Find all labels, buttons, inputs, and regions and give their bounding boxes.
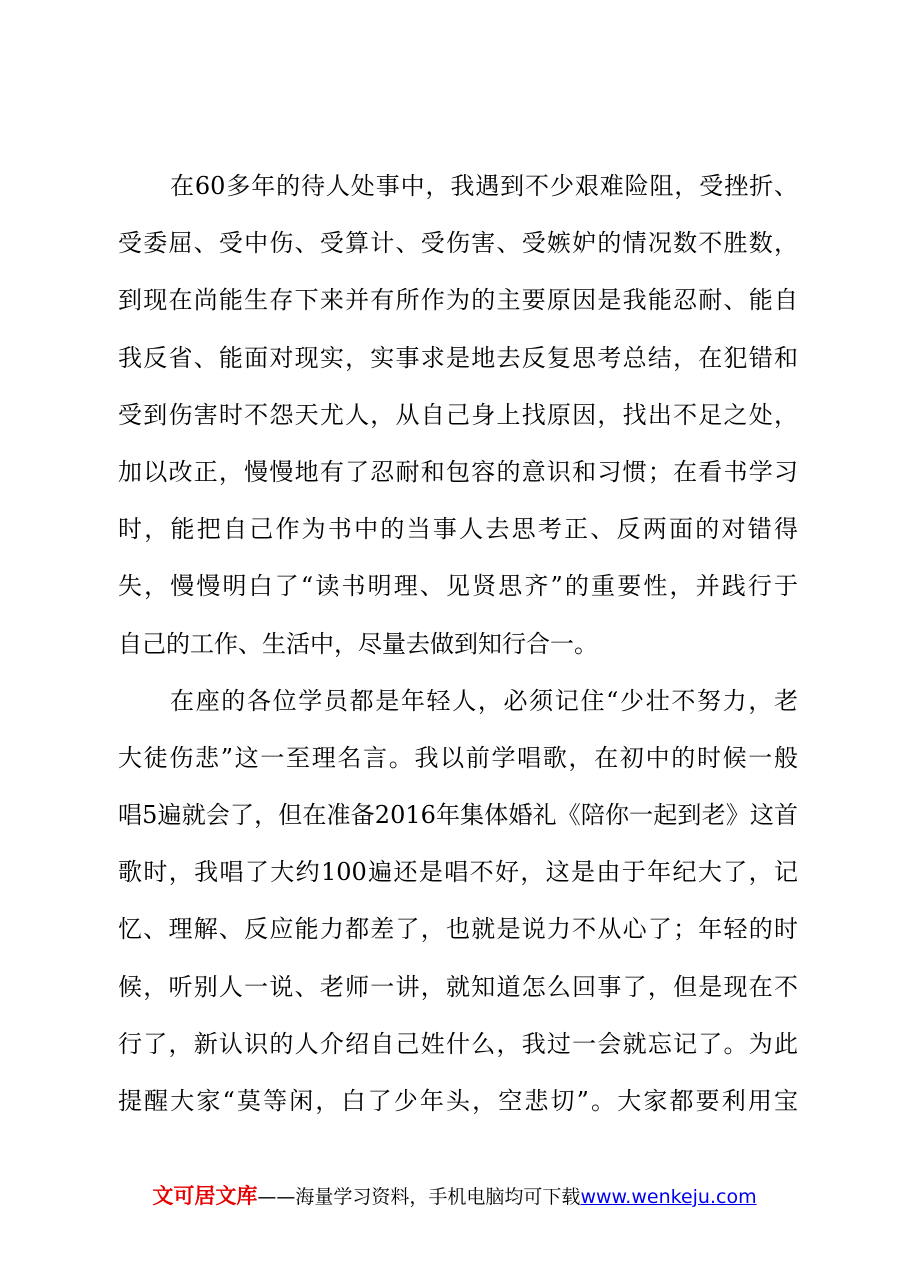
paragraph-1-line-1: 在60多年的待人处事中，我遇到不少艰难险阻，受挫折、: [170, 172, 798, 200]
paragraph-1-line-5: 受到伤害时不怨天尤人，从自己身上找原因，找出不足之处，: [118, 400, 798, 429]
paragraph-2-line-8: 提醒大家“莫等闲，白了少年头，空悲切”。大家都要利用宝: [118, 1087, 798, 1115]
document-body: [118, 158, 798, 1130]
paragraph-2-line-3: 唱5遍就会了，但在准备2016年集体婚礼《陪你一起到老》这首: [118, 801, 798, 830]
paragraph-1-line-7: 时，能把自己作为书中的当事人去思考正、反两面的对错得: [118, 515, 798, 544]
paragraph-1-line-6: 加以改正，慢慢地有了忍耐和包容的意识和习惯；在看书学习: [118, 457, 798, 486]
paragraph-1-line-4: 我反省、能面对现实，实事求是地去反复思考总结，在犯错和: [118, 343, 798, 372]
website-link[interactable]: www.wenkeju.com: [580, 1186, 757, 1208]
paragraph-2-line-1: 在座的各位学员都是年轻人，必须记住“少壮不努力，老: [170, 686, 798, 715]
paragraph-1-line-8: 失，慢慢明白了“读书明理、见贤思齐”的重要性，并践行于: [118, 572, 798, 601]
paragraph-2-line-6: 候，听别人一说、老师一讲，就知道怎么回事了，但是现在不: [118, 972, 798, 1001]
paragraph-2-line-4: 歌时，我唱了大约100遍还是唱不好，这是由于年纪大了，记: [118, 858, 798, 887]
paragraph-2-line-7: 行了，新认识的人介绍自己姓什么，我过一会就忘记了。为此: [118, 1029, 798, 1058]
paragraph-1-line-2: 受委屈、受中伤、受算计、受伤害、受嫉妒的情况数不胜数，: [118, 229, 798, 258]
paragraph-1-line-9: 自己的工作、生活中，尽量去做到知行合一。: [118, 629, 598, 658]
brand-name: 文可居文库: [152, 1184, 258, 1208]
footer-tagline: ——海量学习资料，手机电脑均可下载: [257, 1186, 581, 1208]
paragraph-2-line-5: 忆、理解、反应能力都差了，也就是说力不从心了；年轻的时: [118, 915, 798, 944]
paragraph-2-line-2: 大徒伤悲”这一至理名言。我以前学唱歌，在初中的时候一般: [118, 743, 798, 772]
footer-banner: [0, 1180, 909, 1210]
paragraph-1-line-3: 到现在尚能生存下来并有所作为的主要原因是我能忍耐、能自: [118, 286, 798, 315]
